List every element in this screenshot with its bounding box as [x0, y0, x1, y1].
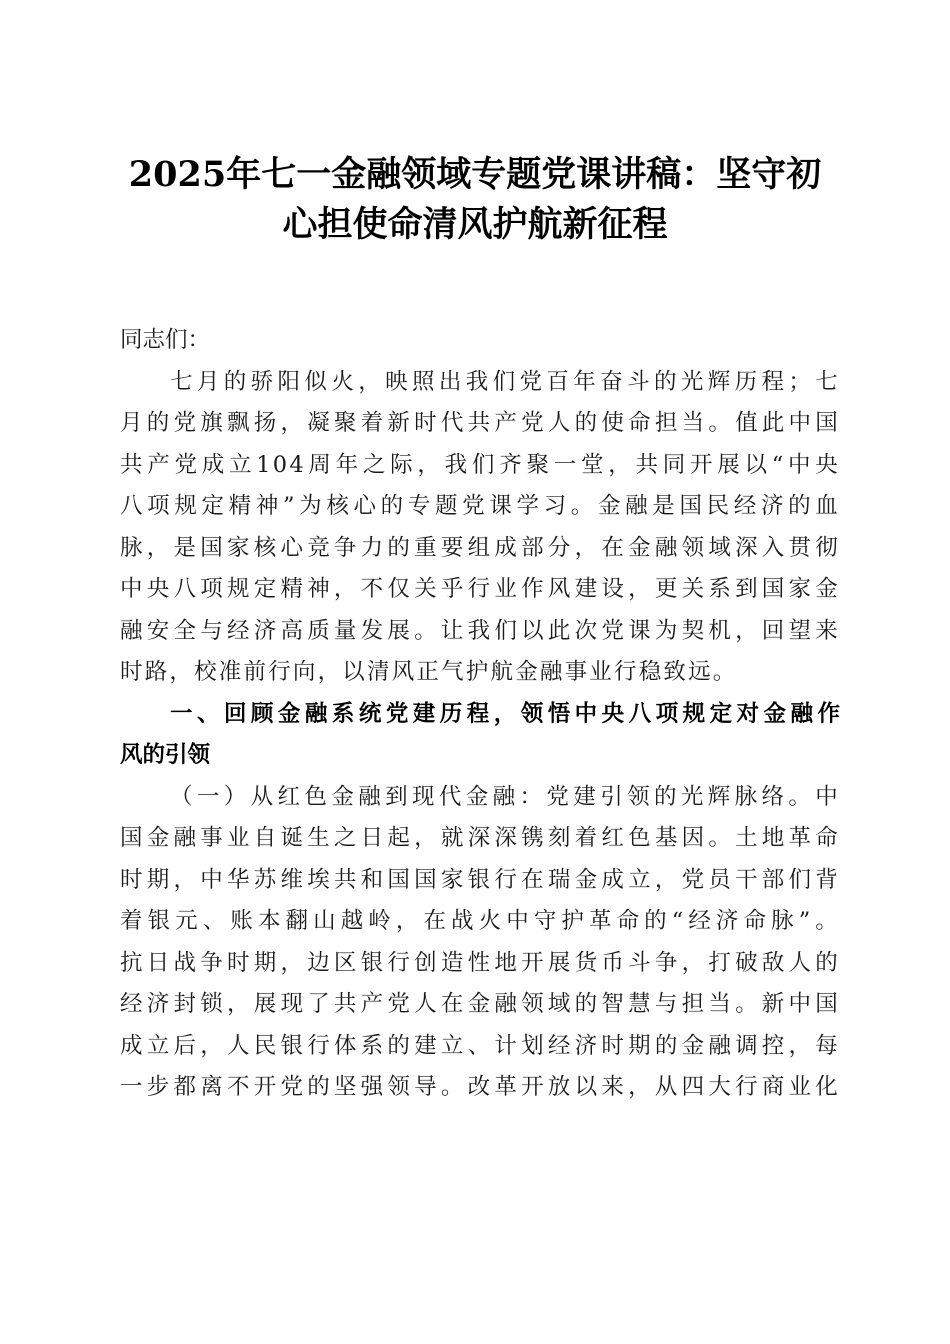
paragraph-line: 时路，校准前行向，以清风正气护航金融事业行稳致远。	[120, 659, 738, 685]
paragraph-line: 国金融事业自诞生之日起，就深深镌刻着红色基因。土地革命	[120, 825, 840, 851]
paragraph-line: 共产党成立104周年之际，我们齐聚一堂，共同开展以“中央	[120, 451, 840, 478]
paragraph-line: 中央八项规定精神，不仅关乎行业作风建设，更关系到国家金	[120, 576, 840, 602]
paragraph-line: 时期，中华苏维埃共和国国家银行在瑞金成立，党员干部们背	[120, 866, 840, 893]
paragraph-line: 经济封锁，展现了共产党人在金融领域的智慧与担当。新中国	[120, 991, 840, 1017]
heading-line: 一、回顾金融系统党建历程，领悟中央八项规定对金融作	[170, 700, 840, 727]
paragraph-line: 成立后，人民银行体系的建立、计划经济时期的金融调控，每	[120, 1032, 840, 1059]
paragraph-intro	[120, 362, 840, 694]
paragraph-line: 融安全与经济高质量发展。让我们以此次党课为契机，回望来	[120, 617, 840, 644]
paragraph-line: （一）从红色金融到现代金融：党建引领的光辉脉络。中	[170, 783, 840, 810]
paragraph-line: 七月的骄阳似火，映照出我们党百年奋斗的光辉历程；七	[170, 368, 840, 395]
title-line-2: 心担使命清风护航新征程	[282, 204, 668, 245]
title-line-1: 2025年七一金融领域专题党课讲稿：坚守初	[128, 154, 822, 195]
salutation: 同志们：	[120, 327, 211, 353]
paragraph-line: 抗日战争时期，边区银行创造性地开展货币斗争，打破敌人的	[120, 949, 840, 976]
document-title	[100, 150, 850, 250]
document-body	[120, 320, 840, 1109]
paragraph-line: 八项规定精神”为核心的专题党课学习。金融是国民经济的血	[120, 493, 840, 519]
section-heading-1	[120, 694, 840, 777]
paragraph-line: 脉，是国家核心竞争力的重要组成部分，在金融领域深入贯彻	[120, 534, 840, 561]
heading-line: 风的引领	[120, 742, 211, 768]
paragraph-line: 着银元、账本翻山越岭，在战火中守护革命的“经济命脉”。	[120, 908, 840, 934]
paragraph-line: 一步都离不开党的坚强领导。改革开放以来，从四大行商业化	[120, 1074, 840, 1100]
paragraph-history	[120, 777, 840, 1109]
paragraph-line: 月的党旗飘扬，凝聚着新时代共产党人的使命担当。值此中国	[120, 410, 840, 436]
